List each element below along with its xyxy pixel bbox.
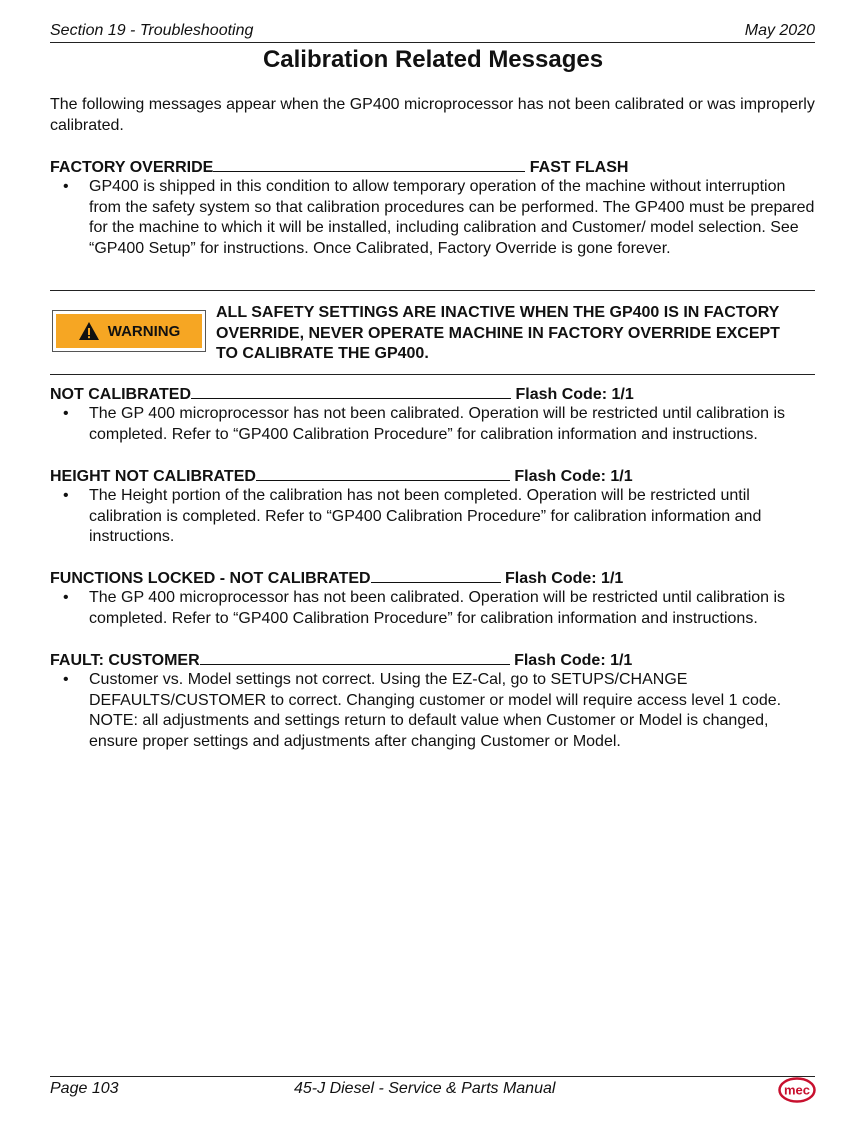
message-heading-not-calibrated <box>50 384 815 404</box>
message-name: FUNCTIONS LOCKED - NOT CALIBRATED <box>50 570 371 587</box>
leader-line <box>191 384 511 399</box>
message-text: The Height portion of the calibration has not been completed. Operation will be restricted until calibration is completed. Refer to “GP400 Calibration Procedure” for calibration information and instructions. <box>89 487 762 546</box>
svg-text:mec: mec <box>783 1082 811 1098</box>
leader-line <box>256 466 510 481</box>
message-code: Flash Code: 1/1 <box>514 652 633 669</box>
bullet-icon: • <box>63 405 69 422</box>
message-heading-height-not-calibrated <box>50 466 815 486</box>
message-description <box>50 404 820 445</box>
leader-line <box>213 157 525 172</box>
header-rule <box>50 42 815 43</box>
leader-line <box>371 568 501 583</box>
message-name: HEIGHT NOT CALIBRATED <box>50 468 256 485</box>
message-name: NOT CALIBRATED <box>50 386 192 403</box>
warning-triangle-icon <box>78 321 100 341</box>
warning-top-rule <box>50 290 815 291</box>
warning-label: WARNING <box>107 322 181 340</box>
bullet-icon: • <box>63 178 69 195</box>
message-description <box>50 670 820 752</box>
message-heading-factory-override <box>50 157 815 177</box>
message-text: GP400 is shipped in this condition to allow temporary operation of the machine without interruption from the safety system so that calibration procedures can be performed. The GP400 must be prepared for the machine to which it will be installed, including calibration and Customer/ model selection. See “GP400 Setup” for instructions. Once Calibrated, Factory Override is gone forever. <box>89 178 815 257</box>
message-text: Customer vs. Model settings not correct. Using the EZ-Cal, go to SETUPS/CHANGE DEFAULTS/CUSTOMER to correct. Changing customer or model will require access level 1 code. NOTE: all adjustments and settings return to default value when Customer or Model is changed, ensure proper settings and adjustments after changing Customer or Model. <box>89 671 782 750</box>
bullet-icon: • <box>63 671 69 688</box>
bullet-icon: • <box>63 589 69 606</box>
message-description <box>50 486 820 548</box>
leader-line <box>200 650 510 665</box>
mec-logo-icon <box>778 1077 816 1103</box>
warning-text: ALL SAFETY SETTINGS ARE INACTIVE WHEN THE GP400 IS IN FACTORY OVERRIDE, NEVER OPERATE MACHINE IN FACTORY OVERRIDE EXCEPT TO CALIBRATE THE GP400. <box>216 304 780 362</box>
message-code: Flash Code: 1/1 <box>514 468 633 485</box>
message-name: FAULT: CUSTOMER <box>50 652 200 669</box>
bullet-icon: • <box>63 487 69 504</box>
message-code: Flash Code: 1/1 <box>505 570 624 587</box>
warning-badge <box>52 310 206 352</box>
message-description <box>50 177 820 259</box>
warning-badge-fill <box>56 314 202 348</box>
message-name: FACTORY OVERRIDE <box>50 159 214 176</box>
date-header: May 2020 <box>744 22 815 39</box>
manual-title: 45-J Diesel - Service & Parts Manual <box>294 1080 556 1097</box>
page-title: Calibration Related Messages <box>262 46 604 73</box>
footer-rule <box>50 1076 815 1077</box>
warning-bottom-rule <box>50 374 815 375</box>
message-heading-functions-locked <box>50 568 815 588</box>
section-header: Section 19 - Troubleshooting <box>50 22 254 39</box>
message-text: The GP 400 microprocessor has not been calibrated. Operation will be restricted until calibration is completed. Refer to “GP400 Calibration Procedure” for calibration information and instructions. <box>89 589 786 627</box>
message-heading-fault-customer <box>50 650 815 670</box>
page-number: Page 103 <box>50 1080 119 1097</box>
message-code: Flash Code: 1/1 <box>515 386 634 403</box>
message-code: FAST FLASH <box>529 159 629 176</box>
intro-paragraph: The following messages appear when the GP400 microprocessor has not been calibrated or was improperly calibrated. <box>50 96 815 134</box>
message-description <box>50 588 820 629</box>
message-text: The GP 400 microprocessor has not been calibrated. Operation will be restricted until calibration is completed. Refer to “GP400 Calibration Procedure” for calibration information and instructions. <box>89 405 786 443</box>
mec-logo <box>778 1077 816 1108</box>
